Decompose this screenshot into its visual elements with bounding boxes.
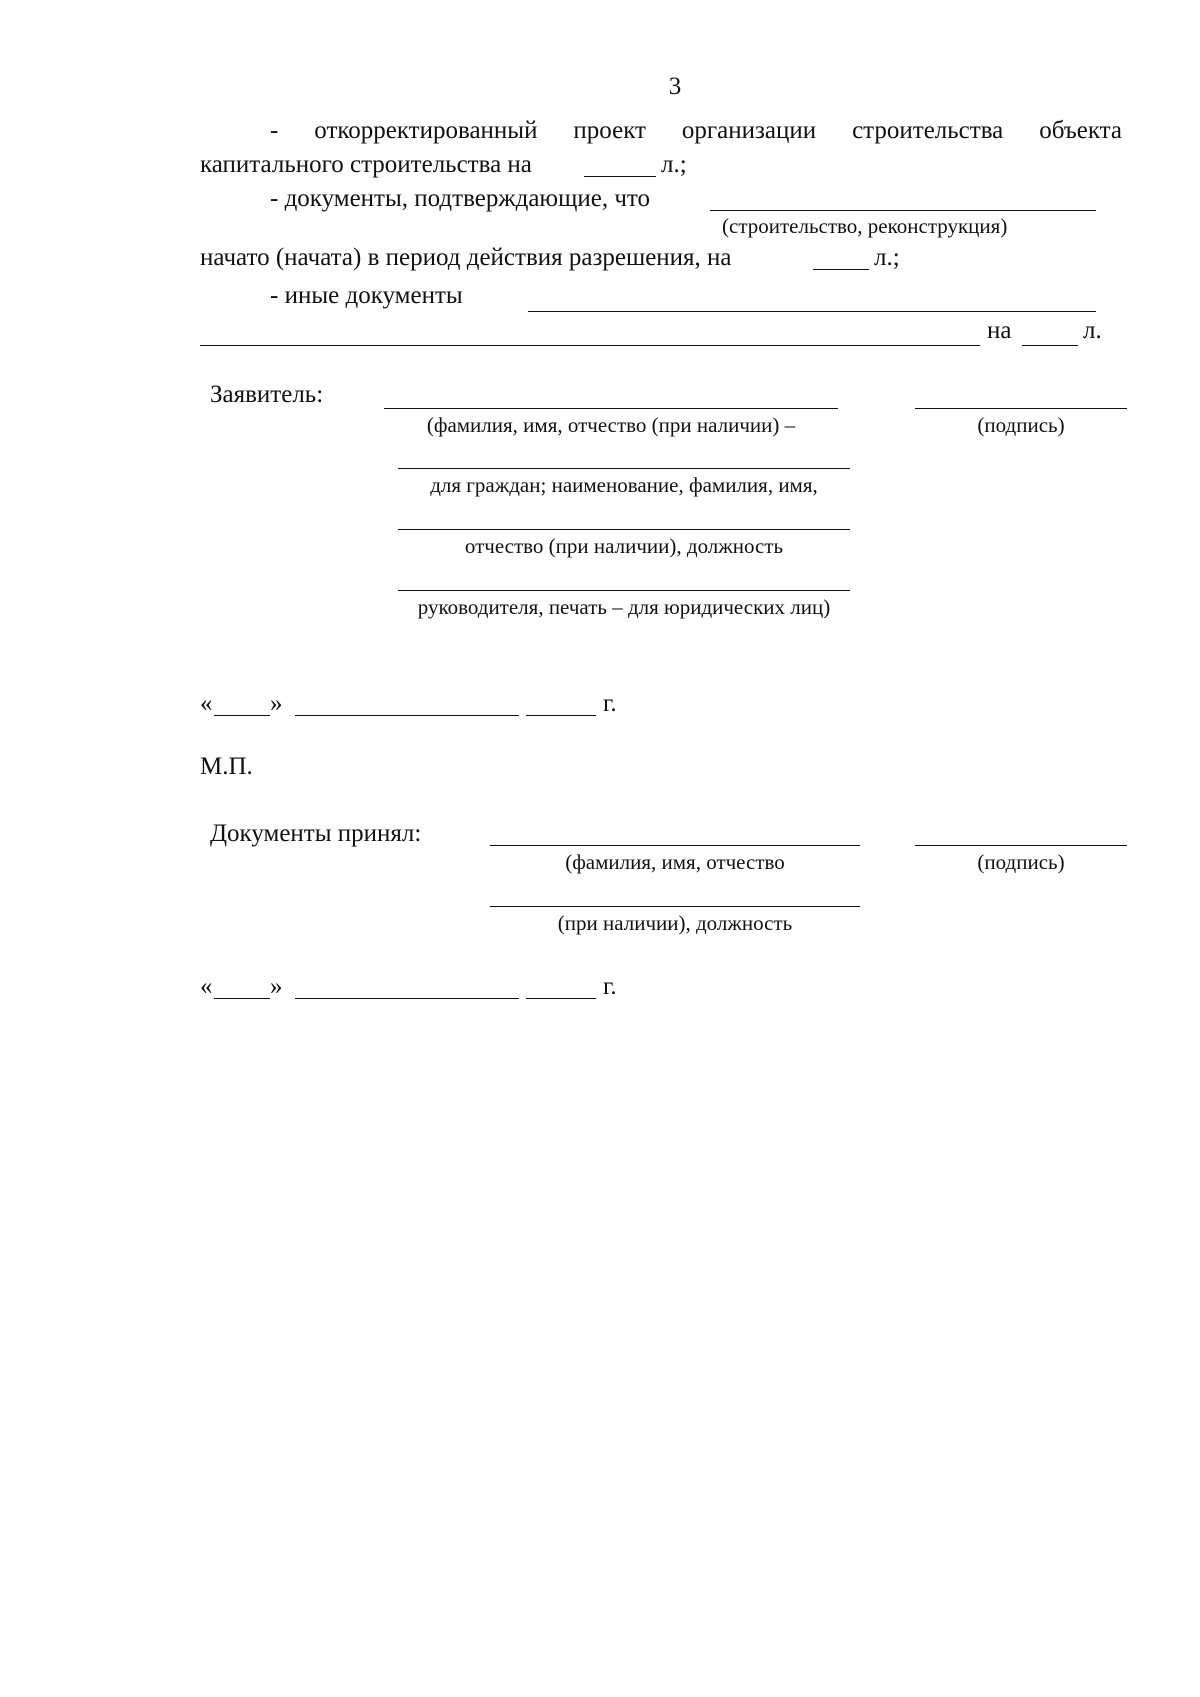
applicant-label: Заявитель: bbox=[210, 381, 324, 408]
received-name-field-2[interactable] bbox=[490, 906, 860, 907]
received-name-field-1[interactable] bbox=[490, 845, 860, 846]
corrected-project-line2-suffix: л.; bbox=[661, 151, 687, 178]
received-signature-field[interactable] bbox=[915, 845, 1127, 846]
corrected-project-pages-field[interactable] bbox=[584, 176, 656, 177]
other-docs-suffix: л. bbox=[1083, 317, 1102, 344]
other-docs-label: - иные документы bbox=[270, 282, 463, 309]
received-date-open-quote: « bbox=[200, 973, 213, 1000]
received-date-close-quote: » bbox=[270, 973, 283, 1000]
applicant-date-year-field[interactable] bbox=[526, 715, 596, 716]
received-date-month-field[interactable] bbox=[295, 998, 519, 999]
period-suffix: л.; bbox=[874, 244, 900, 271]
applicant-name-field-1[interactable] bbox=[384, 408, 838, 409]
applicant-name-field-2[interactable] bbox=[398, 468, 850, 469]
applicant-name-field-4[interactable] bbox=[398, 590, 850, 591]
other-docs-na: на bbox=[987, 317, 1012, 344]
received-caption-2: (при наличии), должность bbox=[557, 911, 793, 935]
other-docs-field-line1[interactable] bbox=[528, 311, 1096, 312]
applicant-date-open-quote: « bbox=[200, 690, 213, 717]
received-date-year-field[interactable] bbox=[526, 998, 596, 999]
applicant-date-day-field[interactable] bbox=[214, 715, 270, 716]
received-label: Документы принял: bbox=[210, 820, 422, 847]
confirm-docs-field[interactable] bbox=[710, 210, 1096, 211]
received-date-year-suffix: г. bbox=[603, 973, 617, 1000]
received-date-day-field[interactable] bbox=[214, 998, 270, 999]
corrected-project-line2-prefix: капитального строительства на bbox=[200, 151, 532, 178]
page-number: 3 bbox=[668, 73, 682, 100]
applicant-signature-field[interactable] bbox=[915, 408, 1127, 409]
applicant-caption-4: руководителя, печать – для юридических лиц) bbox=[417, 595, 831, 619]
applicant-caption-3: отчество (при наличии), должность bbox=[464, 534, 784, 558]
applicant-date-month-field[interactable] bbox=[295, 715, 519, 716]
period-prefix: начато (начата) в период действия разрешения, на bbox=[200, 244, 732, 271]
received-signature-caption: (подпись) bbox=[977, 850, 1065, 874]
applicant-date-year-suffix: г. bbox=[603, 690, 617, 717]
confirm-docs-prefix: - документы, подтверждающие, что bbox=[270, 185, 650, 212]
applicant-signature-caption: (подпись) bbox=[977, 413, 1065, 437]
stamp-label: М.П. bbox=[200, 753, 253, 780]
corrected-project-line1: - откорректированный проект организации строительства объекта bbox=[270, 117, 1122, 144]
received-caption-1: (фамилия, имя, отчество bbox=[565, 850, 785, 874]
applicant-caption-1: (фамилия, имя, отчество (при наличии) – bbox=[426, 413, 796, 437]
other-docs-pages-field[interactable] bbox=[1022, 345, 1078, 346]
confirm-docs-caption: (строительство, реконструкция) bbox=[722, 214, 1008, 238]
applicant-caption-2: для граждан; наименование, фамилия, имя, bbox=[430, 473, 818, 497]
applicant-name-field-3[interactable] bbox=[398, 529, 850, 530]
other-docs-field-line2[interactable] bbox=[200, 345, 980, 346]
applicant-date-close-quote: » bbox=[270, 690, 283, 717]
period-pages-field[interactable] bbox=[813, 269, 869, 270]
